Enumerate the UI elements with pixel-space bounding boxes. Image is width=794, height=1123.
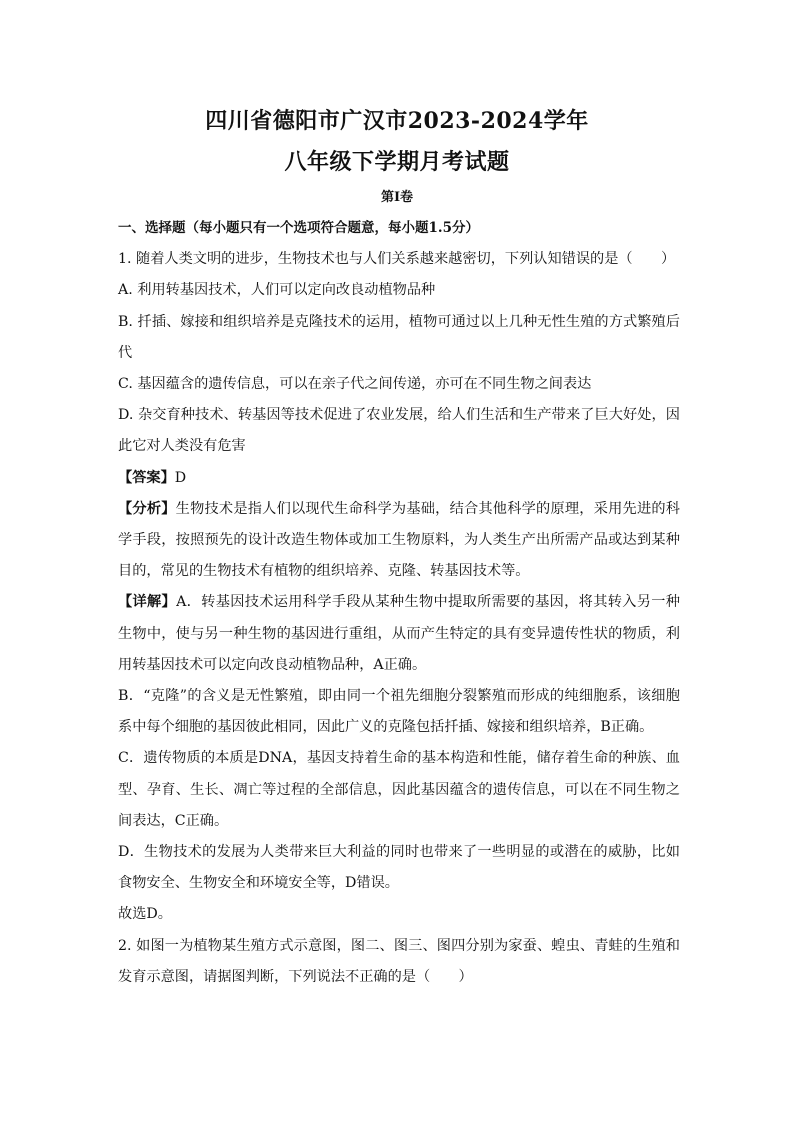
question-2-stem: 2. 如图一为植物某生殖方式示意图，图二、图三、图四分别为家蚕、蝗虫、青蛙的生殖和发育示意图，请据图判断，下列说法不正确的是（ ） (118, 937, 680, 985)
detail-a-text: A．转基因技术运用科学手段从某种生物中提取所需要的基因，将其转入另一种生物中，使与另一种生物的基因进行重组，从而产生特定的具有变异遗传性状的物质，利用转基因技术可以定向改良动植物品种，A正确。 (118, 594, 680, 673)
answer-value: D (174, 469, 187, 486)
question-1-stem: 1. 随着人类文明的进步，生物技术也与人们关系越来越密切，下列认知错误的是（ ） (118, 251, 676, 268)
question-1-conclusion: 故选D。 (118, 906, 172, 923)
question-1-analysis (118, 494, 680, 588)
detail-label: 【详解】 (118, 594, 177, 611)
question-1-detail-b: B．“克隆”的含义是无性繁殖，即由同一个祖先细胞分裂繁殖而形成的纯细胞系，该细胞系中每个细胞的基因彼此相同，因此广义的克隆包括扦插、嫁接和组织培养，B正确。 (118, 688, 680, 736)
question-1-option-d: D. 杂交育种技术、转基因等技术促进了农业发展，给人们生活和生产带来了巨大好处，因此它对人类没有危害 (118, 407, 680, 455)
question-1-option-a: A. 利用转基因技术，人们可以定向改良动植物品种 (118, 282, 436, 299)
question-1-answer (118, 463, 680, 494)
question-1-detail-a (118, 587, 680, 681)
document-title-line1: 四川省德阳市广汉市2023-2024学年 (205, 108, 589, 134)
question-1-detail-d: D．生物技术的发展为人类带来巨大利益的同时也带来了一些明显的或潜在的威胁，比如食物安全、生物安全和环境安全等，D错误。 (118, 844, 680, 892)
document-body (118, 213, 680, 993)
answer-label: 【答案】 (118, 469, 175, 486)
analysis-label: 【分析】 (118, 500, 176, 517)
volume-label: 第I卷 (380, 190, 414, 205)
question-1-option-c: C. 基因蕴含的遗传信息，可以在亲子代之间传递，亦可在不同生物之间表达 (118, 376, 592, 393)
question-1-detail-c: C．遗传物质的本质是DNA，基因支持着生命的基本构造和性能，储存着生命的种族、血型、孕育、生长、凋亡等过程的全部信息，因此基因蕴含的遗传信息，可以在不同生物之间表达，C正确。 (118, 750, 680, 829)
analysis-text: 生物技术是指人们以现代生命科学为基础，结合其他科学的原理，采用先进的科学手段，按照预先的设计改造生物体或加工生物原料，为人类生产出所需产品或达到某种目的，常见的生物技术有植物的组织培养、克隆、转基因技术等。 (118, 500, 680, 580)
question-1-option-b: B. 扦插、嫁接和组织培养是克隆技术的运用，植物可通过以上几种无性生殖的方式繁殖后代 (118, 313, 680, 361)
section-heading: 一、选择题（每小题只有一个选项符合题意，每小题1.5分） (118, 220, 479, 236)
document-title-line2: 八年级下学期月考试题 (284, 149, 510, 175)
